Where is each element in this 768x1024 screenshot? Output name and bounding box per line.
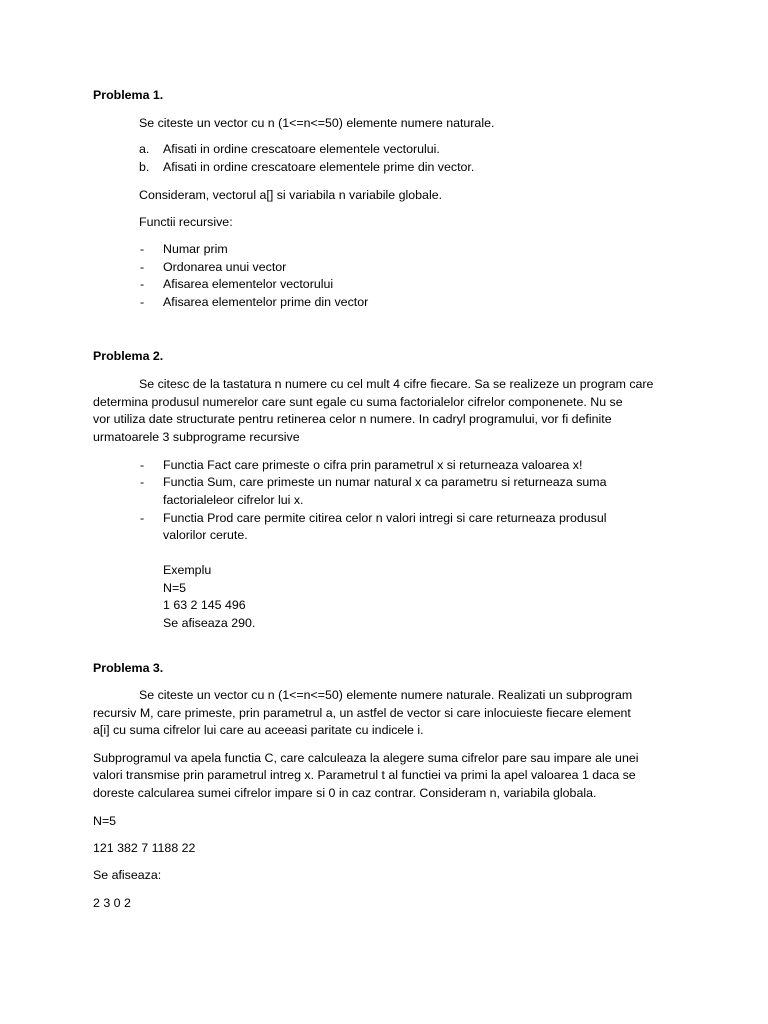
- problem-2-item-2-line-2: factorialeleor cifrelor lui x.: [163, 493, 304, 507]
- problem-2-item-2-line-1: Functia Sum, care primeste un numar natural x ca parametru si returneaza suma: [163, 475, 607, 489]
- problem-2-title: Problema 2.: [93, 349, 164, 363]
- problem-1-intro: Se citeste un vector cu n (1<=n<=50) elemente numere naturale.: [139, 116, 495, 130]
- problem-3-output-label: Se afiseaza:: [93, 868, 162, 882]
- problem-2-example-label: Exemplu: [163, 563, 212, 577]
- problem-1-func-1: Numar prim: [163, 242, 228, 256]
- problem-1-consider: Consideram, vectorul a[] si variabila n variabile globale.: [139, 188, 443, 202]
- problem-2-para-line-2: determina produsul numerelor care sunt egale cu suma factorialelor cifrelor componenete. Nu se: [93, 395, 623, 409]
- problem-3-para2-line-3: doreste calcularea sumei cifrelor impare si 0 in caz contrar. Consideram n, variabila globala.: [93, 786, 597, 800]
- problem-3-para1-line-3: a[i] cu suma cifrelor lui care au aceeasi paritate cu indicele i.: [93, 723, 424, 737]
- problem-1-item-b: Afisati in ordine crescatoare elementele prime din vector.: [163, 160, 475, 174]
- problem-1-func-3-mark: -: [140, 277, 145, 291]
- problem-1-func-4-mark: -: [140, 295, 145, 309]
- problem-1-func-1-mark: -: [140, 242, 145, 256]
- problem-3-para2-line-1: Subprogramul va apela functia C, care calculeaza la alegere suma cifrelor pare sau impare ale unei: [93, 751, 639, 765]
- problem-1-func-4: Afisarea elementelor prime din vector: [163, 295, 369, 309]
- problem-3-para2-line-2: valori transmise prin parametrul intreg x. Parametrul t al functiei va primi la apel valoarea 1 daca se: [93, 768, 636, 782]
- problem-2-para-line-1: Se citesc de la tastatura n numere cu cel mult 4 cifre fiecare. Sa se realizeze un program care: [139, 377, 654, 391]
- problem-1-item-a: Afisati in ordine crescatoare elementele vectorului.: [163, 142, 440, 156]
- problem-3-para1-line-1: Se citeste un vector cu n (1<=n<=50) elemente numere naturale. Realizati un subprogram: [139, 688, 633, 702]
- problem-2-example-output: Se afiseaza 290.: [163, 616, 256, 630]
- problem-2-example-n: N=5: [163, 581, 187, 595]
- problem-2-item-3-line-2: valorilor cerute.: [163, 528, 248, 542]
- problem-3-para1-line-2: recursiv M, care primeste, prin parametrul a, un astfel de vector si care inlocuieste fiecare element: [93, 706, 631, 720]
- problem-1-item-b-mark: b.: [139, 160, 150, 174]
- problem-1-functions-label: Functii recursive:: [139, 215, 233, 229]
- problem-2-para-line-4: urmatoarele 3 subprograme recursive: [93, 430, 300, 444]
- problem-2-item-1: Functia Fact care primeste o cifra prin parametrul x si returneaza valoarea x!: [163, 458, 583, 472]
- problem-3-title: Problema 3.: [93, 661, 164, 675]
- problem-1-title: Problema 1.: [93, 88, 164, 102]
- problem-1-item-a-mark: a.: [139, 142, 150, 156]
- problem-2-example-input: 1 63 2 145 496: [163, 598, 246, 612]
- problem-2-para-line-3: vor utiliza date structurate pentru retinerea celor n numere. In cadryl programului, vor fi definite: [93, 412, 612, 426]
- problem-3-input: 121 382 7 1188 22: [93, 841, 196, 855]
- problem-1-func-3: Afisarea elementelor vectorului: [163, 277, 334, 291]
- problem-2-item-1-mark: -: [140, 458, 145, 472]
- problem-1-func-2-mark: -: [140, 260, 145, 274]
- problem-2-item-3-line-1: Functia Prod care permite citirea celor n valori intregi si care returneaza produsul: [163, 511, 607, 525]
- problem-3-output: 2 3 0 2: [93, 896, 131, 910]
- problem-2-item-3-mark: -: [140, 511, 145, 525]
- problem-2-item-2-mark: -: [140, 475, 145, 489]
- problem-3-n: N=5: [93, 814, 117, 828]
- problem-1-func-2: Ordonarea unui vector: [163, 260, 287, 274]
